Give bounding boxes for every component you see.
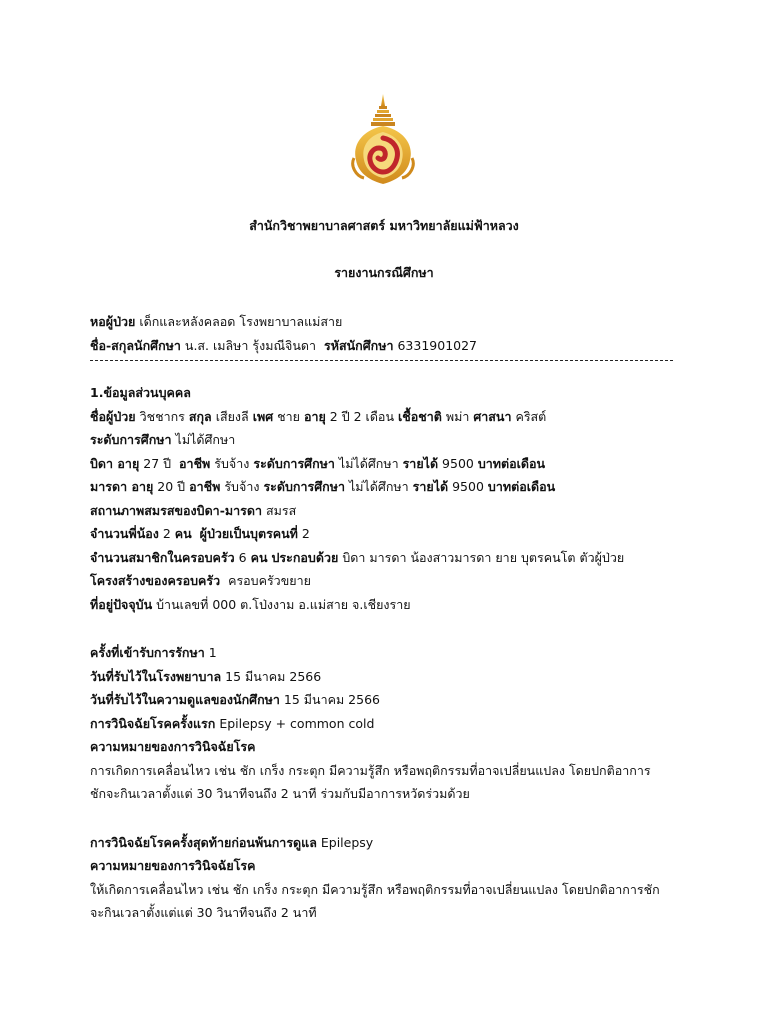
admission-count-label: ครั้งที่เข้ารับการรักษา bbox=[90, 645, 205, 660]
father-income-unit: บาทต่อเดือน bbox=[477, 455, 546, 471]
religion-label: ศาสนา bbox=[473, 408, 512, 424]
hospital-date-label: วันที่รับไว้ในโรงพยาบาล bbox=[90, 668, 222, 684]
last-meaning-label: ความหมายของการวินิจฉัยโรค bbox=[90, 858, 256, 873]
composed-value: บิดา มารดา น้องสาวมารดา ยาย บุตรคนโต ตัวผู้ป่วย bbox=[342, 549, 625, 565]
student-name-label: ชื่อ-สกุลนักศึกษา bbox=[90, 337, 181, 353]
address-line bbox=[90, 593, 690, 617]
last-meaning-text-2: จะกินเวลาตั้งแต่แต่ 30 วินาทีจนถึง 2 นาที bbox=[90, 905, 317, 920]
address-value: บ้านเลขที่ 000 ต.โป่งงาม อ.แม่สาย จ.เชียงราย bbox=[156, 596, 411, 612]
structure-value: ครอบครัวขยาย bbox=[228, 573, 311, 588]
education-value: ไม่ได้ศึกษา bbox=[175, 432, 236, 447]
hospital-date-line bbox=[90, 665, 690, 689]
mother-income: 9500 bbox=[452, 479, 484, 494]
religion-value: คริสต์ bbox=[515, 408, 547, 424]
structure-line bbox=[90, 569, 690, 593]
last-diagnosis-line bbox=[90, 831, 690, 855]
student-id-label: รหัสนักศึกษา bbox=[324, 337, 394, 353]
structure-label: โครงสร้างของครอบครัว bbox=[90, 573, 221, 588]
father-age: 27 ปี bbox=[143, 455, 172, 471]
mother-education-label: ระดับการศึกษา bbox=[263, 479, 345, 494]
father-line bbox=[90, 452, 690, 476]
siblings-value: 2 bbox=[162, 526, 171, 541]
mother-age-label: มารดา อายุ bbox=[90, 479, 154, 494]
first-diagnosis-label: การวินิจฉัยโรคครั้งแรก bbox=[90, 715, 216, 731]
mother-income-unit: บาทต่อเดือน bbox=[487, 479, 556, 494]
institution-title: สำนักวิชาพยาบาลศาสตร์ มหาวิทยาลัยแม่ฟ้าหลวง bbox=[249, 218, 519, 233]
first-meaning-text-1: การเกิดการเคลื่อนไหว เช่น ชัก เกร็ง กระตุก มีความรู้สึก หรือพฤติกรรมที่อาจเปลี่ยนแปลง โดยปกติอาการ bbox=[90, 762, 651, 778]
surname-label: สกุล bbox=[188, 408, 212, 424]
first-meaning-heading bbox=[90, 735, 690, 759]
age-value: 2 ปี 2 เดือน bbox=[329, 408, 394, 424]
section1-title bbox=[90, 381, 690, 405]
student-id: 6331901027 bbox=[397, 337, 478, 353]
patient-last-name: เสียงลี bbox=[215, 408, 249, 424]
section1-title-text: 1.ข้อมูลส่วนบุคคล bbox=[90, 385, 191, 400]
first-diagnosis-value: Epilepsy + common cold bbox=[219, 715, 375, 731]
ward-value: เด็กและหลังคลอด โรงพยาบาลแม่สาย bbox=[139, 314, 343, 329]
admission-count-line bbox=[90, 641, 690, 665]
marital-value: สมรส bbox=[265, 502, 297, 518]
members-label: จำนวนสมาชิกในครอบครัว bbox=[90, 549, 235, 565]
birth-order-label: ผู้ป่วยเป็นบุตรคนที่ bbox=[199, 526, 298, 541]
patient-label: ชื่อผู้ป่วย bbox=[90, 408, 136, 424]
ward-line bbox=[90, 310, 690, 334]
mother-occupation: รับจ้าง bbox=[224, 479, 260, 494]
father-occupation-label: อาชีพ bbox=[179, 455, 211, 471]
siblings-unit: คน bbox=[174, 526, 192, 541]
members-value: 6 bbox=[238, 549, 247, 565]
sex-label: เพศ bbox=[252, 408, 274, 424]
father-occupation: รับจ้าง bbox=[214, 455, 250, 471]
father-income-label: รายได้ bbox=[402, 455, 439, 471]
nationality-value: พม่า bbox=[445, 408, 470, 424]
report-body bbox=[90, 310, 690, 925]
father-education-label: ระดับการศึกษา bbox=[253, 455, 335, 471]
address-label: ที่อยู่ปัจจุบัน bbox=[90, 596, 153, 612]
care-date-line bbox=[90, 688, 690, 712]
last-diagnosis-label: การวินิจฉัยโรคครั้งสุดท้ายก่อนพ้นการดูแล bbox=[90, 834, 317, 850]
admission-count-value: 1 bbox=[208, 645, 217, 660]
members-unit: คน bbox=[250, 549, 268, 565]
mother-line bbox=[90, 475, 690, 499]
hospital-date-value: 15 มีนาคม 2566 bbox=[225, 668, 322, 684]
care-date-label: วันที่รับไว้ในความดูแลของนักศึกษา bbox=[90, 692, 280, 707]
birth-order-value: 2 bbox=[301, 526, 310, 541]
mother-education: ไม่ได้ศึกษา bbox=[348, 479, 409, 494]
education-line bbox=[90, 428, 690, 452]
ward-label: หอผู้ป่วย bbox=[90, 314, 136, 329]
university-seal-logo bbox=[348, 92, 418, 188]
father-education: ไม่ได้ศึกษา bbox=[338, 455, 399, 471]
father-age-label: บิดา อายุ bbox=[90, 455, 140, 471]
father-income: 9500 bbox=[442, 455, 474, 471]
care-date-value: 15 มีนาคม 2566 bbox=[283, 692, 380, 707]
student-name: น.ส. เมลิษา รุ้งมณีจินดา bbox=[184, 337, 317, 353]
last-meaning-text-1: ให้เกิดการเคลื่อนไหว เช่น ชัก เกร็ง กระตุก มีความรู้สึก หรือพฤติกรรมที่อาจเปลี่ยนแปลง โดยปกติอาการชัก bbox=[90, 881, 660, 897]
patient-line bbox=[90, 405, 690, 429]
first-diagnosis-line bbox=[90, 712, 690, 736]
marital-line bbox=[90, 499, 690, 523]
members-line bbox=[90, 546, 690, 570]
age-label: อายุ bbox=[303, 408, 326, 424]
last-diagnosis-value: Epilepsy bbox=[320, 834, 374, 850]
nationality-label: เชื้อชาติ bbox=[397, 408, 442, 424]
sex-value: ชาย bbox=[277, 408, 300, 424]
marital-label: สถานภาพสมรสของบิดา-มารดา bbox=[90, 502, 262, 518]
education-label: ระดับการศึกษา bbox=[90, 432, 172, 447]
patient-first-name: วิชชากร bbox=[139, 408, 185, 424]
mother-income-label: รายได้ bbox=[412, 479, 449, 494]
first-meaning-label: ความหมายของการวินิจฉัยโรค bbox=[90, 739, 256, 754]
mother-occupation-label: อาชีพ bbox=[189, 479, 221, 494]
student-line bbox=[90, 334, 690, 358]
last-meaning-heading bbox=[90, 854, 690, 878]
siblings-line bbox=[90, 522, 690, 546]
composed-label: ประกอบด้วย bbox=[271, 549, 339, 565]
siblings-label: จำนวนพี่น้อง bbox=[90, 526, 159, 541]
mother-age: 20 ปี bbox=[157, 479, 186, 494]
report-title: รายงานกรณีศึกษา bbox=[334, 265, 434, 280]
first-meaning-text-2: ชักจะกินเวลาตั้งแต่ 30 วินาทีจนถึง 2 นาที ร่วมกับมีอาการหวัดร่วมด้วย bbox=[90, 786, 470, 801]
